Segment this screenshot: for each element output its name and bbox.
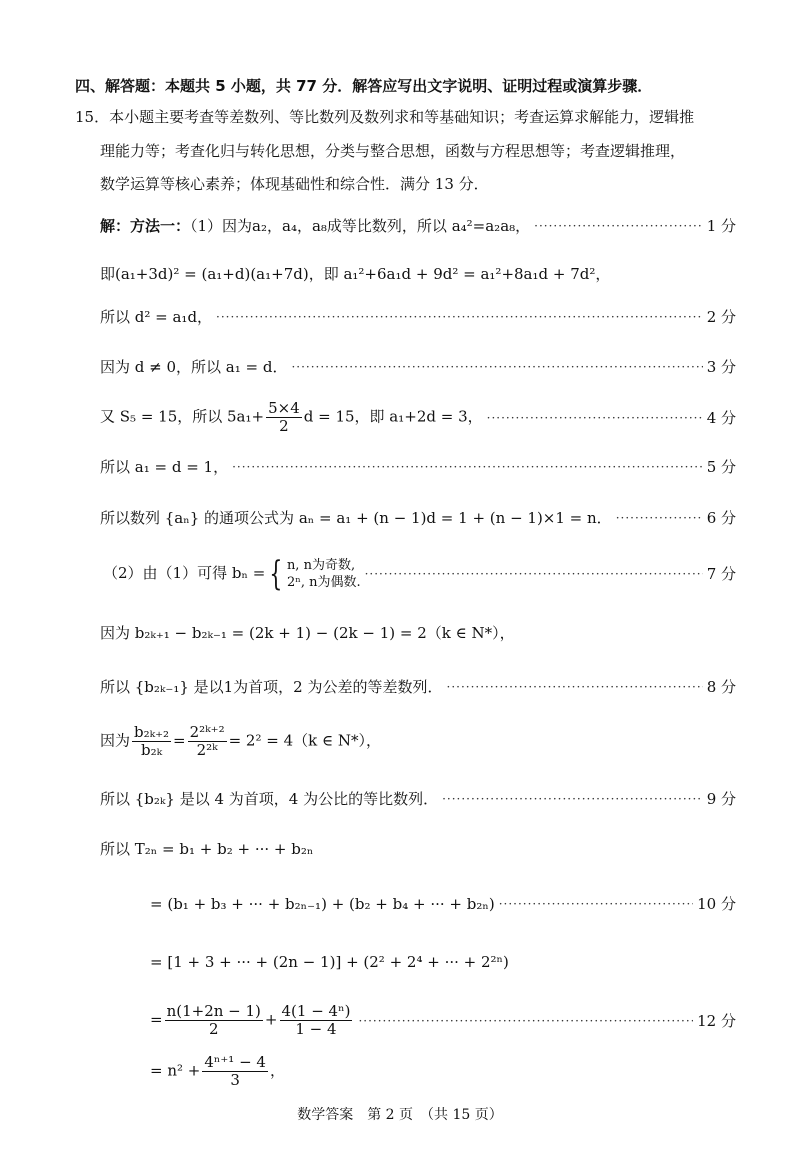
page-footer: 数学答案 第 2 页 （共 15 页） — [297, 1107, 503, 1123]
score-mark: 3 分 — [706, 358, 736, 376]
solution-label: 解：方法一： — [100, 217, 191, 235]
solution-line-text: 所以 T₂ₙ = b₁ + b₂ + ··· + b₂ₙ — [100, 840, 314, 858]
solution-line-text-before: = — [150, 1010, 163, 1029]
solution-line-text: 又 S₅ = 15，所以 5a₁+ — [100, 407, 265, 426]
score-mark: 1 分 — [706, 217, 736, 235]
question-15-intro-2: 理能力等；考查化归与转化思想，分类与整合思想，函数与方程思想等；考查逻辑推理， — [100, 142, 686, 160]
solution-line-text: = 2² = 4（k ∈ N*）， — [228, 731, 381, 750]
solution-line-text: （2）由（1）可得 bₙ = — [103, 564, 266, 582]
score-mark: 8 分 — [706, 678, 736, 696]
fraction — [188, 724, 227, 759]
solution-line-text-mid: = — [173, 731, 186, 750]
fraction-denominator: 2 — [279, 417, 289, 435]
leader-dots — [216, 306, 703, 328]
leader-dots — [232, 456, 703, 478]
solution-line-text: 所以 {b₂ₖ} 是以 4 为首项，4 为公比的等比数列． — [100, 790, 439, 808]
solution-line-text: 即(a₁+3d)² = (a₁+d)(a₁+7d)，即 a₁²+6a₁d + 9d² = a₁²+8a₁d + 7d²， — [100, 265, 611, 283]
fraction — [280, 1003, 353, 1038]
solution-line-11 — [100, 724, 736, 759]
score-mark: 5 分 — [706, 458, 736, 476]
fraction-numerator: 4(1 − 4ⁿ) — [281, 1002, 351, 1020]
fraction-numerator: n(1+2n − 1) — [166, 1002, 261, 1020]
leader-dots — [442, 788, 703, 810]
case-odd: n, n为奇数, — [286, 558, 356, 573]
piecewise — [265, 554, 361, 594]
solution-line-4 — [100, 356, 736, 378]
fraction — [165, 1003, 263, 1038]
solution-line-text: ， — [269, 1061, 285, 1080]
fraction-denominator: b₂ₖ — [140, 741, 163, 759]
solution-line-text: = [1 + 3 + ··· + (2n − 1)] + (2² + 2⁴ + ··· + 2²ⁿ) — [150, 953, 509, 971]
leader-dots — [291, 356, 702, 378]
solution-line-3 — [100, 306, 736, 328]
score-mark: 6 分 — [706, 509, 736, 527]
fraction-denominator: 1 − 4 — [295, 1020, 337, 1038]
fraction-numerator: 2²ᵏ⁺² — [189, 723, 225, 741]
solution-line-text: = (b₁ + b₃ + ··· + b₂ₙ₋₁) + (b₂ + b₄ + ··· + b₂ₙ) — [150, 895, 495, 913]
solution-line-text: 所以 a₁ = d = 1， — [100, 458, 229, 476]
fraction-denominator: 3 — [230, 1071, 240, 1089]
solution-line-10 — [100, 676, 736, 698]
fraction-numerator: b₂ₖ₊₂ — [134, 723, 170, 741]
solution-line-text-before: 因为 — [100, 731, 131, 750]
fraction — [132, 724, 171, 759]
solution-line-16 — [150, 1003, 736, 1038]
question-15-intro-1 — [75, 106, 736, 128]
solution-line-text-mid: + — [264, 1010, 278, 1029]
solution-line-text: 所以数列 {aₙ} 的通项公式为 aₙ = a₁ + (n − 1)d = 1 + (n − 1)×1 = n． — [100, 509, 612, 527]
question-15-intro-3: 数学运算等核心素养；体现基础性和综合性．满分 13 分． — [100, 175, 489, 193]
score-mark: 12 分 — [697, 1011, 736, 1030]
case-even: 2ⁿ, n为偶数. — [286, 575, 361, 590]
solution-line-14 — [150, 893, 736, 915]
fraction-numerator: 4ⁿ⁺¹ − 4 — [204, 1053, 266, 1071]
solution-line-1 — [100, 215, 736, 237]
fraction-denominator: 2 — [208, 1020, 219, 1038]
fraction — [266, 400, 302, 435]
solution-line-13 — [100, 838, 736, 860]
solution-line-12 — [100, 788, 736, 810]
leader-dots — [365, 563, 703, 585]
solution-line-text: 所以 d² = a₁d， — [100, 308, 213, 326]
score-mark: 4 分 — [706, 408, 736, 427]
fraction-denominator: 2²ᵏ — [196, 741, 218, 759]
solution-line-text-after: d = 15，即 a₁+2d = 3， — [303, 407, 483, 426]
score-mark: 9 分 — [706, 790, 736, 808]
score-mark: 7 分 — [706, 565, 736, 583]
solution-line-text: 所以 {b₂ₖ₋₁} 是以1为首项，2 为公差的等差数列． — [100, 678, 443, 696]
solution-line-text: 因为 d ≠ 0，所以 a₁ = d． — [100, 358, 288, 376]
solution-line-6 — [100, 456, 736, 478]
leader-dots — [499, 893, 693, 915]
leader-dots — [358, 1010, 693, 1032]
solution-line-17 — [150, 1054, 736, 1089]
brace-glyph: { — [269, 554, 283, 594]
fraction-numerator: 5×4 — [268, 399, 300, 417]
question-intro-text: 本小题主要考查等差数列、等比数列及数列求和等基础知识；考查运算求解能力，逻辑推 — [109, 108, 695, 126]
leader-dots — [616, 507, 703, 529]
section-heading: 四、解答题：本题共 5 小题，共 77 分．解答应写出文字说明、证明过程或演算步骤． — [75, 77, 653, 95]
leader-dots — [534, 215, 703, 237]
solution-line-5 — [100, 400, 736, 435]
score-mark: 2 分 — [706, 308, 736, 326]
leader-dots — [447, 676, 703, 698]
fraction — [202, 1054, 268, 1089]
solution-line-8 — [103, 554, 736, 594]
solution-line-text: （1）因为a₂，a₄，a₈成等比数列，所以 a₄²=a₂a₈， — [190, 217, 531, 235]
solution-line-7 — [100, 507, 736, 529]
solution-line-text: 因为 b₂ₖ₊₁ − b₂ₖ₋₁ = (2k + 1) − (2k − 1) = 2（k ∈ N*）， — [100, 624, 515, 642]
solution-line-9 — [100, 622, 736, 644]
solution-line-2 — [100, 263, 736, 285]
score-mark: 10 分 — [697, 895, 736, 913]
solution-line-text-before: = n² + — [150, 1061, 201, 1080]
question-number: 15． — [75, 108, 110, 126]
solution-line-15 — [150, 951, 736, 973]
leader-dots — [487, 407, 703, 429]
